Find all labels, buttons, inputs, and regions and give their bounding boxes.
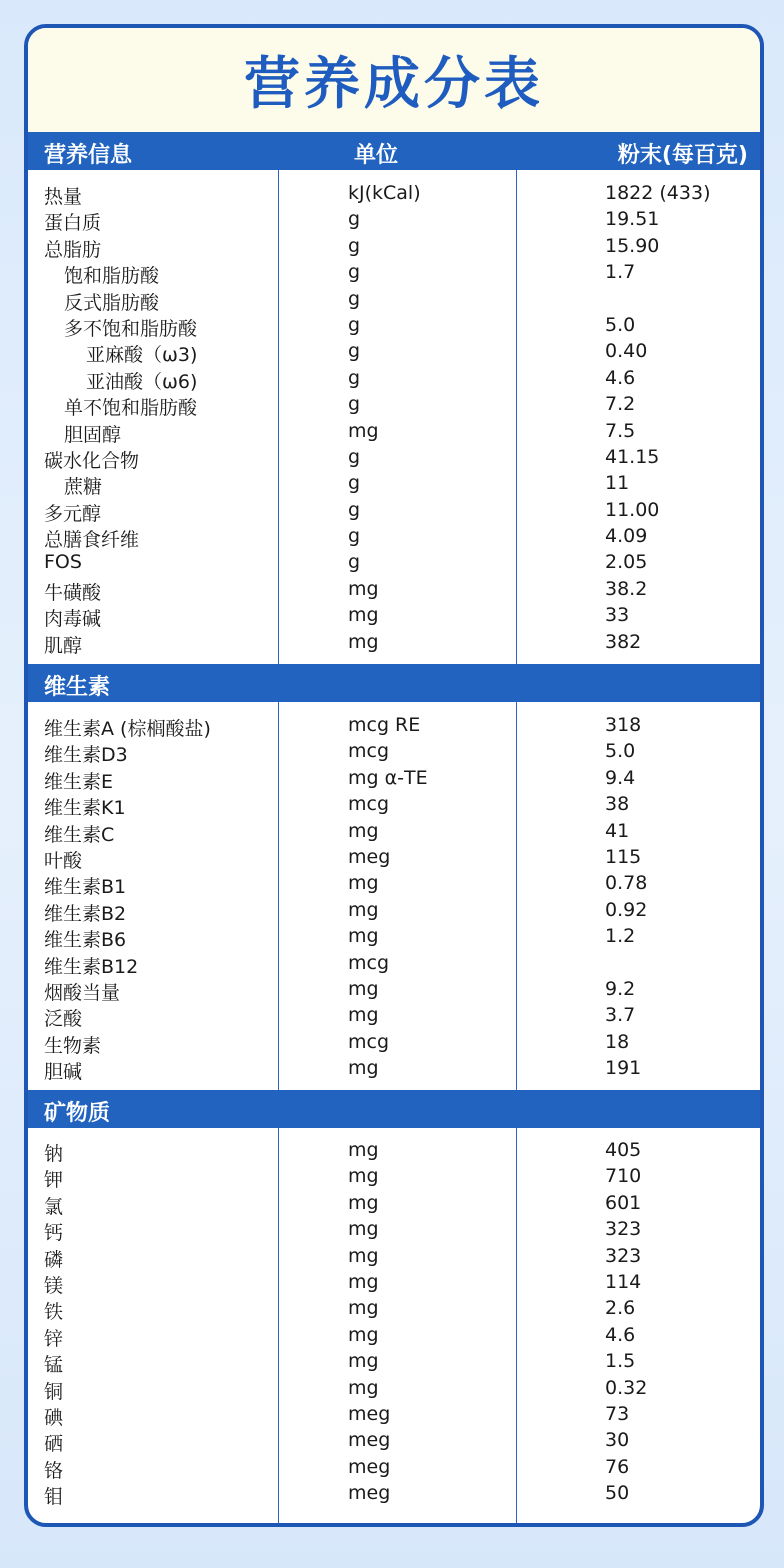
nutrient-name: 维生素E <box>44 770 114 793</box>
table-row <box>28 1163 760 1192</box>
nutrient-name: 总脂肪 <box>44 238 102 261</box>
nutrient-value: 601 <box>605 1191 642 1214</box>
table-row <box>28 1029 760 1055</box>
nutrient-name: 蛋白质 <box>44 212 102 235</box>
nutrient-unit: mg <box>348 819 379 842</box>
nutrient-value: 73 <box>605 1402 630 1425</box>
nutrient-value: 3.7 <box>605 1004 636 1027</box>
nutrient-value: 4.6 <box>605 366 636 389</box>
nutrient-value: 191 <box>605 1057 642 1080</box>
nutrient-value: 41.15 <box>605 445 660 468</box>
table-row <box>28 712 760 738</box>
nutrient-name: 锌 <box>44 1327 64 1350</box>
nutrient-value: 1.7 <box>605 261 636 284</box>
nutrient-unit: kJ(kCal) <box>348 182 421 204</box>
nutrient-name: 维生素A (棕榈酸盐) <box>44 718 211 740</box>
nutrient-name: 铁 <box>44 1301 64 1324</box>
table-row <box>28 1295 760 1324</box>
nutrient-name: 维生素C <box>44 823 115 846</box>
nutrient-name: 总膳食纤维 <box>44 529 140 552</box>
table-row <box>28 1216 760 1245</box>
nutrient-name: 钼 <box>44 1486 64 1509</box>
nutrient-name: 热量 <box>44 186 83 208</box>
nutrient-unit: g <box>348 287 361 310</box>
table-row <box>28 1401 760 1427</box>
nutrient-unit: meg <box>348 845 391 868</box>
nutrient-value: 1822 (433) <box>605 182 711 204</box>
nutrient-name: 碘 <box>44 1406 64 1429</box>
nutrient-value: 0.92 <box>605 898 648 921</box>
nutrient-value: 50 <box>605 1482 630 1505</box>
nutrient-value: 0.32 <box>605 1376 648 1399</box>
header-value: 粉末(每百克) <box>617 143 748 168</box>
nutrient-unit: mg <box>348 630 379 653</box>
nutrient-name: 锰 <box>44 1354 64 1377</box>
table-row <box>28 629 760 655</box>
nutrient-unit: mg <box>348 898 379 921</box>
nutrient-name: 镁 <box>44 1274 64 1297</box>
nutrient-unit: mg <box>348 604 379 627</box>
nutrient-unit: g <box>348 208 361 231</box>
nutrient-name: 亚麻酸（ω3) <box>86 344 198 367</box>
nutrient-unit: mg <box>348 1165 379 1188</box>
nutrient-value: 9.2 <box>605 977 636 1000</box>
table-row <box>28 602 760 631</box>
table-row <box>28 206 760 235</box>
table-row <box>28 1190 760 1216</box>
nutrient-unit: mg <box>348 1244 379 1267</box>
nutrient-value: 9.4 <box>605 766 636 789</box>
table-row <box>28 1269 760 1295</box>
table-row <box>28 1480 760 1509</box>
table-minerals <box>28 1137 760 1509</box>
nutrient-name: 铜 <box>44 1380 64 1403</box>
nutrient-value: 0.40 <box>605 340 648 363</box>
nutrient-name: 氯 <box>44 1195 64 1218</box>
table-row <box>28 180 760 206</box>
nutrient-unit: meg <box>348 1482 391 1505</box>
table-row <box>28 1322 760 1348</box>
nutrient-unit: mg <box>348 977 379 1000</box>
table-header <box>28 132 760 170</box>
section-bar-vitamins <box>28 664 760 702</box>
table-row <box>28 391 760 420</box>
nutrient-unit: g <box>348 340 361 363</box>
nutrient-unit: meg <box>348 1455 391 1478</box>
nutrient-value: 18 <box>605 1030 630 1053</box>
table-row <box>28 844 760 870</box>
nutrient-unit: mg <box>348 1270 379 1293</box>
nutrient-name: 胆固醇 <box>64 423 122 446</box>
table-row <box>28 818 760 844</box>
table-row <box>28 1243 760 1269</box>
table-row <box>28 870 760 899</box>
nutrient-name: 胆碱 <box>44 1061 83 1084</box>
table-general <box>28 180 760 655</box>
nutrient-unit: mg α-TE <box>348 766 428 789</box>
nutrient-unit: g <box>348 393 361 416</box>
table-row <box>28 1348 760 1377</box>
nutrient-value: 405 <box>605 1139 642 1161</box>
nutrient-value: 1.5 <box>605 1350 636 1373</box>
nutrient-unit: mg <box>348 1191 379 1214</box>
nutrient-value: 382 <box>605 630 642 653</box>
nutrient-unit: mg <box>348 1297 379 1320</box>
nutrient-name: 肉毒碱 <box>44 608 102 631</box>
table-row <box>28 1454 760 1480</box>
nutrient-value: 1.2 <box>605 925 636 948</box>
table-row <box>28 738 760 767</box>
nutrient-name: 钙 <box>44 1222 64 1245</box>
nutrient-value: 2.05 <box>605 551 648 574</box>
table-row <box>28 897 760 923</box>
nutrient-unit: g <box>348 472 361 495</box>
nutrient-name: 钠 <box>44 1143 64 1165</box>
nutrient-name: 泛酸 <box>44 1008 83 1031</box>
nutrient-name: 磷 <box>44 1248 64 1271</box>
nutrient-value: 19.51 <box>605 208 660 231</box>
nutrient-unit: mg <box>348 1057 379 1080</box>
nutrient-name: 肌醇 <box>44 634 83 657</box>
nutrient-value: 4.09 <box>605 525 648 548</box>
nutrient-name: 饱和脂肪酸 <box>64 265 160 288</box>
table-row <box>28 312 760 338</box>
nutrient-unit: meg <box>348 1402 391 1425</box>
table-row <box>28 523 760 552</box>
nutrient-value: 15.90 <box>605 234 660 257</box>
nutrient-value: 710 <box>605 1165 642 1188</box>
nutrient-name: 维生素K1 <box>44 797 126 820</box>
table-row <box>28 549 760 575</box>
nutrient-name: 碳水化合物 <box>44 449 140 472</box>
table-row <box>28 1055 760 1084</box>
nutrient-name: 生物素 <box>44 1034 102 1057</box>
nutrient-unit: mg <box>348 1376 379 1399</box>
section-heading: 矿物质 <box>44 1101 111 1126</box>
nutrient-name: 牛磺酸 <box>44 581 102 604</box>
table-row <box>28 1137 760 1163</box>
nutrient-unit: mg <box>348 1323 379 1346</box>
nutrient-value: 323 <box>605 1244 642 1267</box>
nutrient-value: 323 <box>605 1218 642 1241</box>
nutrient-name: 蔗糖 <box>64 476 103 499</box>
nutrient-name: 钾 <box>44 1169 64 1192</box>
nutrient-value: 318 <box>605 714 642 736</box>
table-row <box>28 286 760 312</box>
nutrient-unit: mg <box>348 1139 379 1161</box>
nutrient-unit: g <box>348 551 361 574</box>
nutrient-unit: mg <box>348 419 379 442</box>
nutrient-unit: mg <box>348 1218 379 1241</box>
table-row <box>28 1002 760 1031</box>
nutrient-name: 多元醇 <box>44 502 102 525</box>
nutrient-unit: mg <box>348 1350 379 1373</box>
nutrient-name: 维生素B6 <box>44 929 127 952</box>
nutrient-value: 115 <box>605 845 642 868</box>
table-row <box>28 576 760 602</box>
nutrient-unit: mg <box>348 1004 379 1027</box>
nutrient-value: 7.2 <box>605 393 636 416</box>
table-row <box>28 923 760 952</box>
nutrient-value: 33 <box>605 604 630 627</box>
nutrient-name: FOS <box>44 551 82 574</box>
nutrient-unit: mg <box>348 925 379 948</box>
nutrient-unit: mcg RE <box>348 714 421 736</box>
nutrient-unit: mg <box>348 872 379 895</box>
nutrient-value: 41 <box>605 819 630 842</box>
table-row <box>28 470 760 499</box>
nutrient-unit: mcg <box>348 793 390 816</box>
table-row <box>28 444 760 470</box>
nutrient-name: 硒 <box>44 1433 64 1456</box>
nutrient-unit: g <box>348 366 361 389</box>
nutrient-unit: mcg <box>348 740 390 763</box>
nutrient-value: 2.6 <box>605 1297 636 1320</box>
nutrient-name: 维生素B1 <box>44 876 127 899</box>
nutrient-name: 单不饱和脂肪酸 <box>64 397 198 420</box>
nutrient-name: 维生素B12 <box>44 955 139 978</box>
nutrient-unit: g <box>348 525 361 548</box>
nutrient-value: 38.2 <box>605 577 648 600</box>
nutrient-name: 烟酸当量 <box>44 981 121 1004</box>
table-row <box>28 233 760 259</box>
nutrient-value: 5.0 <box>605 740 636 763</box>
nutrient-value: 7.5 <box>605 419 636 442</box>
nutrient-unit: g <box>348 313 361 336</box>
nutrient-name: 铬 <box>44 1459 64 1482</box>
nutrient-name: 叶酸 <box>44 849 83 872</box>
table-row <box>28 497 760 523</box>
table-row <box>28 765 760 791</box>
table-row <box>28 418 760 444</box>
header-name: 营养信息 <box>44 143 133 168</box>
table-vitamins <box>28 712 760 1084</box>
nutrient-unit: meg <box>348 1429 391 1452</box>
nutrient-value: 114 <box>605 1270 642 1293</box>
nutrient-name: 多不饱和脂肪酸 <box>64 317 198 340</box>
nutrient-value: 38 <box>605 793 630 816</box>
table-row <box>28 950 760 976</box>
nutrient-value: 4.6 <box>605 1323 636 1346</box>
nutrient-unit: g <box>348 261 361 284</box>
nutrition-card <box>24 24 764 1527</box>
table-row <box>28 976 760 1002</box>
header-unit: 单位 <box>354 143 399 168</box>
nutrient-name: 维生素D3 <box>44 744 128 767</box>
nutrient-value: 5.0 <box>605 313 636 336</box>
table-row <box>28 338 760 367</box>
table-row <box>28 1427 760 1456</box>
table-row <box>28 259 760 288</box>
page-title: 营养成分表 <box>244 52 544 117</box>
nutrient-name: 反式脂肪酸 <box>64 291 160 314</box>
nutrient-unit: g <box>348 234 361 257</box>
nutrient-unit: g <box>348 498 361 521</box>
nutrient-unit: mcg <box>348 951 390 974</box>
nutrient-name: 亚油酸（ω6) <box>86 370 198 393</box>
section-heading: 维生素 <box>44 675 111 700</box>
nutrient-unit: g <box>348 445 361 468</box>
nutrient-value: 11.00 <box>605 498 660 521</box>
nutrient-value: 76 <box>605 1455 630 1478</box>
nutrient-value: 0.78 <box>605 872 648 895</box>
nutrient-unit: mcg <box>348 1030 390 1053</box>
table-row <box>28 791 760 820</box>
nutrient-value: 11 <box>605 472 630 495</box>
section-bar-minerals <box>28 1090 760 1128</box>
nutrient-unit: mg <box>348 577 379 600</box>
nutrient-value: 30 <box>605 1429 630 1452</box>
nutrient-name: 维生素B2 <box>44 902 127 925</box>
table-row <box>28 1375 760 1401</box>
table-row <box>28 365 760 391</box>
